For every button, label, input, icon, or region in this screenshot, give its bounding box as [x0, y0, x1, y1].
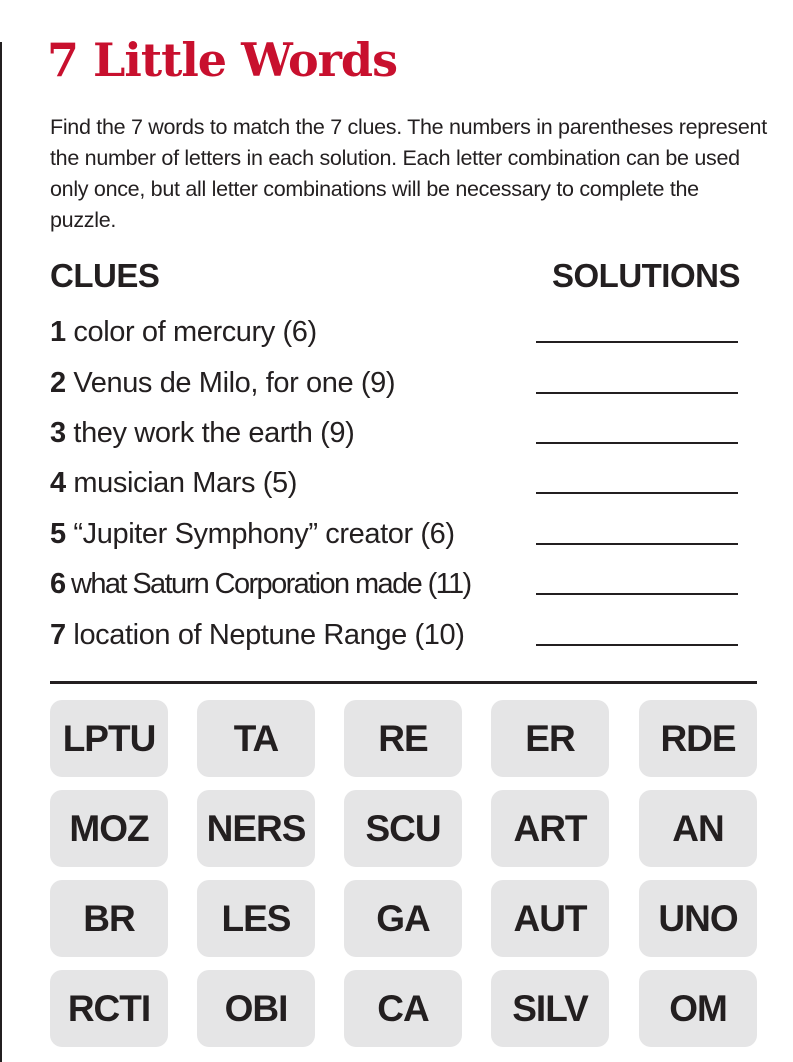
clue-row-2: [50, 361, 740, 405]
clue-text: color of mercury (6): [73, 316, 317, 348]
solution-blank-3[interactable]: [536, 442, 738, 444]
solutions-heading: SOLUTIONS: [551, 257, 740, 294]
solution-blank-4[interactable]: [536, 492, 738, 494]
solution-blank-1[interactable]: [536, 341, 738, 343]
clue-text: musician Mars (5): [73, 467, 298, 499]
letter-tile[interactable]: RCTI: [50, 970, 168, 1047]
solution-blank-6[interactable]: [536, 593, 738, 595]
letter-tile[interactable]: AN: [639, 790, 757, 867]
letter-tile[interactable]: LES: [197, 880, 315, 957]
clue-number: 6: [50, 568, 65, 600]
solution-blank-2[interactable]: [536, 392, 738, 394]
clue-text: Venus de Milo, for one (9): [73, 367, 396, 399]
clue-text: they work the earth (9): [73, 417, 355, 449]
clue-number: 1: [50, 316, 66, 348]
left-border-rule: [0, 42, 2, 1062]
solution-blank-5[interactable]: [536, 543, 738, 545]
letter-tile[interactable]: NERS: [197, 790, 315, 867]
letter-tile[interactable]: BR: [50, 880, 168, 957]
clue-number: 5: [50, 518, 66, 550]
letter-tile[interactable]: ER: [491, 700, 609, 777]
clue-number: 4: [50, 467, 66, 499]
letter-tile[interactable]: TA: [197, 700, 315, 777]
instructions: Find the 7 words to match the 7 clues. The numbers in parentheses represent the number of letters in each solution. Each letter combination can be used only once, but all letter combinations will be necessary to complete the puzzle.: [50, 115, 767, 232]
clue-text: what Saturn Corporation made (11): [71, 568, 471, 600]
clue-number: 7: [50, 619, 66, 651]
solution-blank-7[interactable]: [536, 644, 738, 646]
letter-tile[interactable]: OBI: [197, 970, 315, 1047]
clues-heading: CLUES: [50, 257, 160, 294]
letter-tile[interactable]: AUT: [491, 880, 609, 957]
letter-tile[interactable]: MOZ: [50, 790, 168, 867]
letter-tile[interactable]: RE: [344, 700, 462, 777]
puzzle-title: 7 Little Words: [47, 33, 397, 87]
letter-tile[interactable]: ART: [491, 790, 609, 867]
letter-tile[interactable]: GA: [344, 880, 462, 957]
letter-tile[interactable]: SILV: [491, 970, 609, 1047]
section-divider: [50, 681, 757, 684]
clue-row-4: [50, 461, 740, 505]
clue-text: location of Neptune Range (10): [73, 619, 465, 651]
clue-row-6: [50, 562, 740, 606]
clue-row-1: [50, 310, 740, 354]
letter-tile[interactable]: UNO: [639, 880, 757, 957]
clue-number: 3: [50, 417, 66, 449]
letter-tile[interactable]: LPTU: [50, 700, 168, 777]
clue-row-5: [50, 512, 740, 556]
clue-text: “Jupiter Symphony” creator (6): [73, 518, 455, 550]
letter-tile[interactable]: OM: [639, 970, 757, 1047]
letter-tile[interactable]: RDE: [639, 700, 757, 777]
letter-tile[interactable]: CA: [344, 970, 462, 1047]
letter-tile[interactable]: SCU: [344, 790, 462, 867]
clue-row-7: [50, 613, 740, 657]
clue-number: 2: [50, 367, 66, 399]
clue-row-3: [50, 411, 740, 455]
